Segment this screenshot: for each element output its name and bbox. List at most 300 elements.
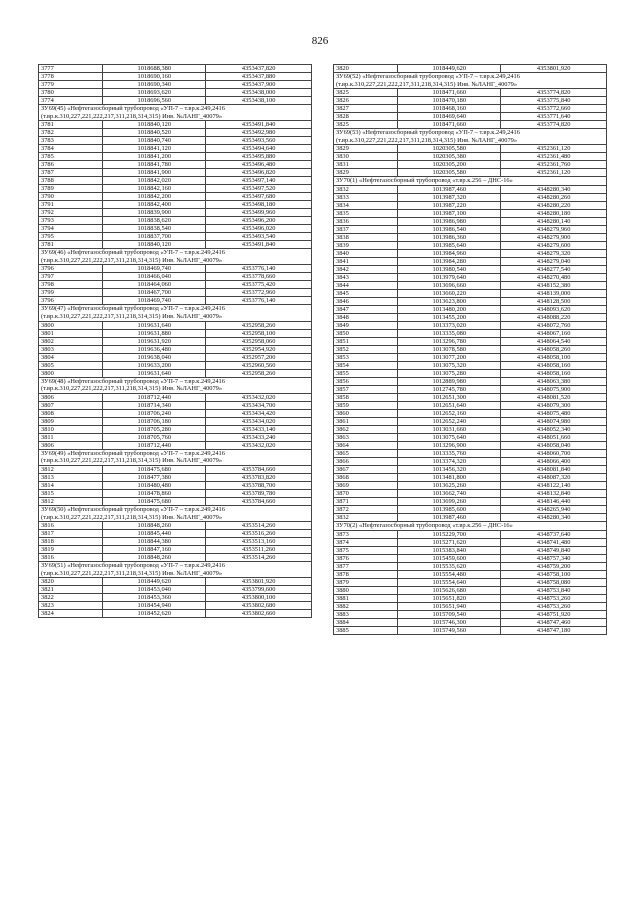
x-coordinate-cell: 1018470,180 xyxy=(398,97,501,105)
y-coordinate-cell: 4348058,040 xyxy=(501,441,607,449)
x-coordinate-cell: 1012651,640 xyxy=(398,401,501,409)
y-coordinate-cell: 4353494,640 xyxy=(206,145,312,153)
y-coordinate-cell: 4352361,120 xyxy=(501,145,607,153)
point-number-cell: 3842 xyxy=(334,265,398,273)
table-row xyxy=(39,602,312,610)
table-row xyxy=(334,153,607,161)
table-row xyxy=(334,578,607,586)
point-number-cell: 3853 xyxy=(334,353,398,361)
table-row xyxy=(39,538,312,546)
y-coordinate-cell: 4352958,260 xyxy=(206,321,312,329)
x-coordinate-cell: 1013625,260 xyxy=(398,481,501,489)
x-coordinate-cell: 1018848,260 xyxy=(103,522,206,530)
x-coordinate-cell: 1019631,880 xyxy=(103,329,206,337)
table-row xyxy=(334,89,607,97)
y-coordinate-cell: 4353772,660 xyxy=(501,105,607,113)
y-coordinate-cell: 4348758,100 xyxy=(501,570,607,578)
point-number-cell: 3854 xyxy=(334,361,398,369)
y-coordinate-cell: 4353495,880 xyxy=(206,153,312,161)
x-coordinate-cell: 1018453,040 xyxy=(103,586,206,594)
point-number-cell: 3800 xyxy=(39,369,103,377)
point-number-cell: 3780 xyxy=(39,89,103,97)
point-number-cell: 3785 xyxy=(39,153,103,161)
y-coordinate-cell: 4352361,480 xyxy=(501,153,607,161)
table-row xyxy=(334,409,607,417)
table-row xyxy=(334,273,607,281)
point-number-cell: 3848 xyxy=(334,313,398,321)
y-coordinate-cell: 4348064,540 xyxy=(501,337,607,345)
y-coordinate-cell: 4348280,180 xyxy=(501,209,607,217)
y-coordinate-cell: 4348079,300 xyxy=(501,401,607,409)
point-number-cell: 3809 xyxy=(39,417,103,425)
point-number-cell: 3837 xyxy=(334,225,398,233)
x-coordinate-cell: 1012651,300 xyxy=(398,393,501,401)
x-coordinate-cell: 1013984,280 xyxy=(398,257,501,265)
table-row xyxy=(334,121,607,129)
x-coordinate-cell: 1013696,660 xyxy=(398,281,501,289)
section-header-row xyxy=(334,177,607,186)
point-number-cell: 3777 xyxy=(39,65,103,73)
x-coordinate-cell: 1012652,160 xyxy=(398,409,501,417)
table-row xyxy=(334,329,607,337)
table-row xyxy=(334,201,607,209)
section-header-text: ЗУ69(51) «Нефтегазосборный трубопровод «УП-7 – т.вр.к.249,2416 (т.вр.к.310,227,221,222,217,311,218,314,315) Инв. №ЛАНГ_40079» xyxy=(39,562,312,578)
x-coordinate-cell: 1018464,060 xyxy=(103,281,206,289)
table-row xyxy=(39,417,312,425)
x-coordinate-cell: 1018842,400 xyxy=(103,201,206,209)
section-header-row xyxy=(39,562,312,578)
point-number-cell: 3844 xyxy=(334,281,398,289)
section-header-text: ЗУ69(53) «Нефтегазосборный трубопровод «УП-7 – т.вр.к.249,2416 (т.вр.к.310,227,221,222,217,311,218,314,315) Инв. №ЛАНГ_40079» xyxy=(334,129,607,145)
table-row xyxy=(334,97,607,105)
y-coordinate-cell: 4353499,960 xyxy=(206,209,312,217)
section-header-row xyxy=(39,105,312,121)
point-number-cell: 3832 xyxy=(334,513,398,521)
point-number-cell: 3796 xyxy=(39,265,103,273)
table-row xyxy=(39,89,312,97)
point-number-cell: 3796 xyxy=(39,297,103,305)
x-coordinate-cell: 1013979,640 xyxy=(398,273,501,281)
table-row xyxy=(39,273,312,281)
y-coordinate-cell: 4353438,000 xyxy=(206,89,312,97)
x-coordinate-cell: 1015746,300 xyxy=(398,618,501,626)
y-coordinate-cell: 4348066,400 xyxy=(501,457,607,465)
table-row xyxy=(334,233,607,241)
x-coordinate-cell: 1018467,700 xyxy=(103,289,206,297)
point-number-cell: 3797 xyxy=(39,273,103,281)
table-row xyxy=(39,217,312,225)
x-coordinate-cell: 1013699,260 xyxy=(398,497,501,505)
y-coordinate-cell: 4348093,620 xyxy=(501,305,607,313)
x-coordinate-cell: 1018449,620 xyxy=(398,65,501,73)
point-number-cell: 3879 xyxy=(334,578,398,586)
point-number-cell: 3793 xyxy=(39,217,103,225)
point-number-cell: 3811 xyxy=(39,433,103,441)
table-row xyxy=(39,546,312,554)
y-coordinate-cell: 4353496,200 xyxy=(206,217,312,225)
table-row xyxy=(39,297,312,305)
x-coordinate-cell: 1013987,220 xyxy=(398,201,501,209)
table-row xyxy=(39,345,312,353)
x-coordinate-cell: 1018845,440 xyxy=(103,530,206,538)
y-coordinate-cell: 4352958,060 xyxy=(206,337,312,345)
table-row xyxy=(334,497,607,505)
y-coordinate-cell: 4348152,380 xyxy=(501,281,607,289)
y-coordinate-cell: 4352958,100 xyxy=(206,329,312,337)
point-number-cell: 3840 xyxy=(334,249,398,257)
point-number-cell: 3839 xyxy=(334,241,398,249)
table-row xyxy=(39,129,312,137)
section-header-text: ЗУ69(48) «Нефтегазосборный трубопровод «УП-7 – т.вр.к.249,2416 (т.вр.к.310,227,221,222,217,311,218,314,315) Инв. №ЛАНГ_40079» xyxy=(39,377,312,393)
point-number-cell: 3825 xyxy=(334,89,398,97)
left-column-table xyxy=(38,64,312,618)
point-number-cell: 3845 xyxy=(334,289,398,297)
table-row xyxy=(334,265,607,273)
x-coordinate-cell: 1018840,740 xyxy=(103,137,206,145)
y-coordinate-cell: 4353511,260 xyxy=(206,546,312,554)
point-number-cell: 3816 xyxy=(39,522,103,530)
y-coordinate-cell: 4353434,700 xyxy=(206,401,312,409)
section-header-text: ЗУ69(45) «Нефтегазосборный трубопровод «УП-7 – т.вр.к.249,2416 (т.вр.к.310,227,221,222,217,311,218,314,315) Инв. №ЛАНГ_40079» xyxy=(39,105,312,121)
point-number-cell: 3877 xyxy=(334,562,398,570)
y-coordinate-cell: 4353497,140 xyxy=(206,177,312,185)
y-coordinate-cell: 4353432,020 xyxy=(206,393,312,401)
y-coordinate-cell: 4348279,960 xyxy=(501,225,607,233)
x-coordinate-cell: 1012889,980 xyxy=(398,377,501,385)
point-number-cell: 3831 xyxy=(334,161,398,169)
table-row xyxy=(334,505,607,513)
point-number-cell: 3805 xyxy=(39,361,103,369)
x-coordinate-cell: 1013078,580 xyxy=(398,345,501,353)
y-coordinate-cell: 4353438,100 xyxy=(206,97,312,105)
table-row xyxy=(334,457,607,465)
table-row xyxy=(39,65,312,73)
x-coordinate-cell: 1015535,620 xyxy=(398,562,501,570)
point-number-cell: 3816 xyxy=(39,554,103,562)
x-coordinate-cell: 1018449,620 xyxy=(103,578,206,586)
table-row xyxy=(39,473,312,481)
x-coordinate-cell: 1020305,380 xyxy=(398,153,501,161)
section-header-row xyxy=(334,521,607,530)
y-coordinate-cell: 4352954,920 xyxy=(206,345,312,353)
table-row xyxy=(334,241,607,249)
x-coordinate-cell: 1018847,160 xyxy=(103,546,206,554)
x-coordinate-cell: 1018714,340 xyxy=(103,401,206,409)
y-coordinate-cell: 4348132,840 xyxy=(501,489,607,497)
x-coordinate-cell: 1013373,020 xyxy=(398,321,501,329)
point-number-cell: 3807 xyxy=(39,401,103,409)
point-number-cell: 3859 xyxy=(334,401,398,409)
y-coordinate-cell: 4348279,320 xyxy=(501,249,607,257)
y-coordinate-cell: 4352361,120 xyxy=(501,169,607,177)
x-coordinate-cell: 1018477,380 xyxy=(103,473,206,481)
y-coordinate-cell: 4353778,660 xyxy=(206,273,312,281)
x-coordinate-cell: 1018469,740 xyxy=(103,265,206,273)
x-coordinate-cell: 1013075,320 xyxy=(398,361,501,369)
x-coordinate-cell: 1018466,040 xyxy=(103,273,206,281)
y-coordinate-cell: 4348067,160 xyxy=(501,329,607,337)
point-number-cell: 3794 xyxy=(39,225,103,233)
y-coordinate-cell: 4348063,380 xyxy=(501,377,607,385)
x-coordinate-cell: 1013986,540 xyxy=(398,225,501,233)
point-number-cell: 3804 xyxy=(39,353,103,361)
table-row xyxy=(39,241,312,249)
y-coordinate-cell: 4348075,480 xyxy=(501,409,607,417)
table-row xyxy=(334,369,607,377)
table-row xyxy=(334,105,607,113)
table-row xyxy=(39,353,312,361)
y-coordinate-cell: 4348058,100 xyxy=(501,353,607,361)
x-coordinate-cell: 1018839,900 xyxy=(103,209,206,217)
table-row xyxy=(39,289,312,297)
point-number-cell: 3876 xyxy=(334,554,398,562)
x-coordinate-cell: 1018705,760 xyxy=(103,433,206,441)
point-number-cell: 3803 xyxy=(39,345,103,353)
table-row xyxy=(334,385,607,393)
table-row xyxy=(334,113,607,121)
table-row xyxy=(39,361,312,369)
point-number-cell: 3781 xyxy=(39,241,103,249)
point-number-cell: 3835 xyxy=(334,209,398,217)
y-coordinate-cell: 4353775,420 xyxy=(206,281,312,289)
point-number-cell: 3812 xyxy=(39,465,103,473)
x-coordinate-cell: 1019633,200 xyxy=(103,361,206,369)
y-coordinate-cell: 4353437,880 xyxy=(206,73,312,81)
x-coordinate-cell: 1018471,660 xyxy=(398,89,501,97)
y-coordinate-cell: 4353771,640 xyxy=(501,113,607,121)
table-row xyxy=(39,409,312,417)
x-coordinate-cell: 1018469,640 xyxy=(398,113,501,121)
table-row xyxy=(39,321,312,329)
y-coordinate-cell: 4353496,480 xyxy=(206,161,312,169)
y-coordinate-cell: 4348081,840 xyxy=(501,465,607,473)
y-coordinate-cell: 4348280,340 xyxy=(501,185,607,193)
table-row xyxy=(39,610,312,618)
point-number-cell: 3788 xyxy=(39,177,103,185)
section-header-text: ЗУ69(47) «Нефтегазосборный трубопровод «УП-7 – т.вр.к.249,2416 (т.вр.к.310,227,221,222,217,311,218,314,315) Инв. №ЛАНГ_40079» xyxy=(39,305,312,321)
x-coordinate-cell: 1013985,640 xyxy=(398,241,501,249)
x-coordinate-cell: 1013455,200 xyxy=(398,313,501,321)
y-coordinate-cell: 4348087,320 xyxy=(501,473,607,481)
point-number-cell: 3832 xyxy=(334,185,398,193)
point-number-cell: 3861 xyxy=(334,417,398,425)
table-row xyxy=(334,209,607,217)
table-row xyxy=(39,369,312,377)
y-coordinate-cell: 4353497,520 xyxy=(206,185,312,193)
y-coordinate-cell: 4348280,340 xyxy=(501,513,607,521)
point-number-cell: 3808 xyxy=(39,409,103,417)
point-number-cell: 3846 xyxy=(334,297,398,305)
table-row xyxy=(334,225,607,233)
y-coordinate-cell: 4348747,180 xyxy=(501,626,607,634)
table-row xyxy=(334,281,607,289)
x-coordinate-cell: 1019636,480 xyxy=(103,345,206,353)
point-number-cell: 3817 xyxy=(39,530,103,538)
x-coordinate-cell: 1018478,860 xyxy=(103,489,206,497)
y-coordinate-cell: 4353434,420 xyxy=(206,409,312,417)
section-header-row xyxy=(39,249,312,265)
point-number-cell: 3830 xyxy=(334,153,398,161)
point-number-cell: 3867 xyxy=(334,465,398,473)
table-row xyxy=(334,377,607,385)
point-number-cell: 3872 xyxy=(334,505,398,513)
table-row xyxy=(39,401,312,409)
table-row xyxy=(334,570,607,578)
y-coordinate-cell: 4348747,460 xyxy=(501,618,607,626)
section-header-text: ЗУ69(46) «Нефтегазосборный трубопровод «УП-7 – т.вр.к.249,2416 (т.вр.к.310,227,221,222,217,311,218,314,315) Инв. №ЛАНГ_40079» xyxy=(39,249,312,265)
point-number-cell: 3864 xyxy=(334,441,398,449)
table-row xyxy=(334,305,607,313)
table-row xyxy=(39,554,312,562)
x-coordinate-cell: 1013660,220 xyxy=(398,289,501,297)
x-coordinate-cell: 1020305,580 xyxy=(398,169,501,177)
y-coordinate-cell: 4353492,980 xyxy=(206,129,312,137)
x-coordinate-cell: 1013987,460 xyxy=(398,513,501,521)
y-coordinate-cell: 4353802,680 xyxy=(206,602,312,610)
x-coordinate-cell: 1015709,540 xyxy=(398,610,501,618)
table-row xyxy=(334,554,607,562)
table-row xyxy=(334,393,607,401)
x-coordinate-cell: 1015459,600 xyxy=(398,554,501,562)
point-number-cell: 3790 xyxy=(39,193,103,201)
table-row xyxy=(334,401,607,409)
point-number-cell: 3873 xyxy=(334,530,398,538)
y-coordinate-cell: 4348753,260 xyxy=(501,594,607,602)
point-number-cell: 3778 xyxy=(39,73,103,81)
x-coordinate-cell: 1012652,240 xyxy=(398,417,501,425)
x-coordinate-cell: 1018712,440 xyxy=(103,393,206,401)
x-coordinate-cell: 1013077,200 xyxy=(398,353,501,361)
point-number-cell: 3850 xyxy=(334,329,398,337)
right-table-body xyxy=(334,65,607,635)
table-row xyxy=(39,121,312,129)
y-coordinate-cell: 4353775,840 xyxy=(501,97,607,105)
table-row xyxy=(39,329,312,337)
table-row xyxy=(39,233,312,241)
x-coordinate-cell: 1013480,200 xyxy=(398,305,501,313)
point-number-cell: 3801 xyxy=(39,329,103,337)
point-number-cell: 3795 xyxy=(39,233,103,241)
point-number-cell: 3870 xyxy=(334,489,398,497)
x-coordinate-cell: 1018690,340 xyxy=(103,81,206,89)
point-number-cell: 3819 xyxy=(39,546,103,554)
x-coordinate-cell: 1013296,900 xyxy=(398,441,501,449)
point-number-cell: 3882 xyxy=(334,602,398,610)
x-coordinate-cell: 1018471,660 xyxy=(398,121,501,129)
y-coordinate-cell: 4348052,340 xyxy=(501,425,607,433)
point-number-cell: 3829 xyxy=(334,145,398,153)
x-coordinate-cell: 1015749,560 xyxy=(398,626,501,634)
point-number-cell: 3851 xyxy=(334,337,398,345)
table-row xyxy=(334,297,607,305)
x-coordinate-cell: 1013984,960 xyxy=(398,249,501,257)
table-row xyxy=(39,522,312,530)
y-coordinate-cell: 4353433,240 xyxy=(206,433,312,441)
table-row xyxy=(334,169,607,177)
point-number-cell: 3798 xyxy=(39,281,103,289)
y-coordinate-cell: 4353784,660 xyxy=(206,497,312,505)
table-row xyxy=(334,249,607,257)
table-row xyxy=(334,465,607,473)
x-coordinate-cell: 1018840,120 xyxy=(103,121,206,129)
table-row xyxy=(334,594,607,602)
point-number-cell: 3828 xyxy=(334,113,398,121)
point-number-cell: 3843 xyxy=(334,273,398,281)
y-coordinate-cell: 4348128,500 xyxy=(501,297,607,305)
point-number-cell: 3792 xyxy=(39,209,103,217)
x-coordinate-cell: 1020305,580 xyxy=(398,145,501,153)
y-coordinate-cell: 4348280,140 xyxy=(501,217,607,225)
table-row xyxy=(334,513,607,521)
x-coordinate-cell: 1019631,920 xyxy=(103,337,206,345)
x-coordinate-cell: 1013980,540 xyxy=(398,265,501,273)
table-row xyxy=(334,425,607,433)
x-coordinate-cell: 1013623,800 xyxy=(398,297,501,305)
table-row xyxy=(334,610,607,618)
point-number-cell: 3800 xyxy=(39,321,103,329)
table-row xyxy=(39,81,312,89)
x-coordinate-cell: 1018453,360 xyxy=(103,594,206,602)
point-number-cell: 3791 xyxy=(39,201,103,209)
x-coordinate-cell: 1018705,280 xyxy=(103,425,206,433)
y-coordinate-cell: 4353496,020 xyxy=(206,225,312,233)
x-coordinate-cell: 1018841,900 xyxy=(103,169,206,177)
table-row xyxy=(334,626,607,634)
y-coordinate-cell: 4348072,760 xyxy=(501,321,607,329)
table-row xyxy=(334,586,607,594)
point-number-cell: 3868 xyxy=(334,473,398,481)
x-coordinate-cell: 1013987,460 xyxy=(398,185,501,193)
y-coordinate-cell: 4348060,700 xyxy=(501,449,607,457)
y-coordinate-cell: 4348265,940 xyxy=(501,505,607,513)
point-number-cell: 3860 xyxy=(334,409,398,417)
y-coordinate-cell: 4348741,480 xyxy=(501,538,607,546)
x-coordinate-cell: 1019631,640 xyxy=(103,369,206,377)
y-coordinate-cell: 4353788,700 xyxy=(206,481,312,489)
y-coordinate-cell: 4352361,760 xyxy=(501,161,607,169)
x-coordinate-cell: 1018841,780 xyxy=(103,161,206,169)
point-number-cell: 3874 xyxy=(334,538,398,546)
section-header-row xyxy=(39,505,312,521)
table-row xyxy=(39,193,312,201)
table-row xyxy=(334,185,607,193)
point-number-cell: 3836 xyxy=(334,217,398,225)
point-number-cell: 3866 xyxy=(334,457,398,465)
point-number-cell: 3878 xyxy=(334,570,398,578)
y-coordinate-cell: 4348749,840 xyxy=(501,546,607,554)
y-coordinate-cell: 4348058,260 xyxy=(501,345,607,353)
table-row xyxy=(334,353,607,361)
x-coordinate-cell: 1018468,160 xyxy=(398,105,501,113)
section-header-row xyxy=(39,377,312,393)
point-number-cell: 3781 xyxy=(39,121,103,129)
x-coordinate-cell: 1018688,380 xyxy=(103,65,206,73)
table-row xyxy=(39,225,312,233)
y-coordinate-cell: 4348737,640 xyxy=(501,530,607,538)
table-row xyxy=(39,201,312,209)
table-row xyxy=(334,546,607,554)
table-row xyxy=(334,345,607,353)
y-coordinate-cell: 4348277,540 xyxy=(501,265,607,273)
x-coordinate-cell: 1018452,620 xyxy=(103,610,206,618)
point-number-cell: 3774 xyxy=(39,97,103,105)
y-coordinate-cell: 4353432,020 xyxy=(206,441,312,449)
point-number-cell: 3802 xyxy=(39,337,103,345)
y-coordinate-cell: 4353800,100 xyxy=(206,594,312,602)
x-coordinate-cell: 1012745,780 xyxy=(398,385,501,393)
x-coordinate-cell: 1018469,740 xyxy=(103,297,206,305)
x-coordinate-cell: 1018842,160 xyxy=(103,185,206,193)
